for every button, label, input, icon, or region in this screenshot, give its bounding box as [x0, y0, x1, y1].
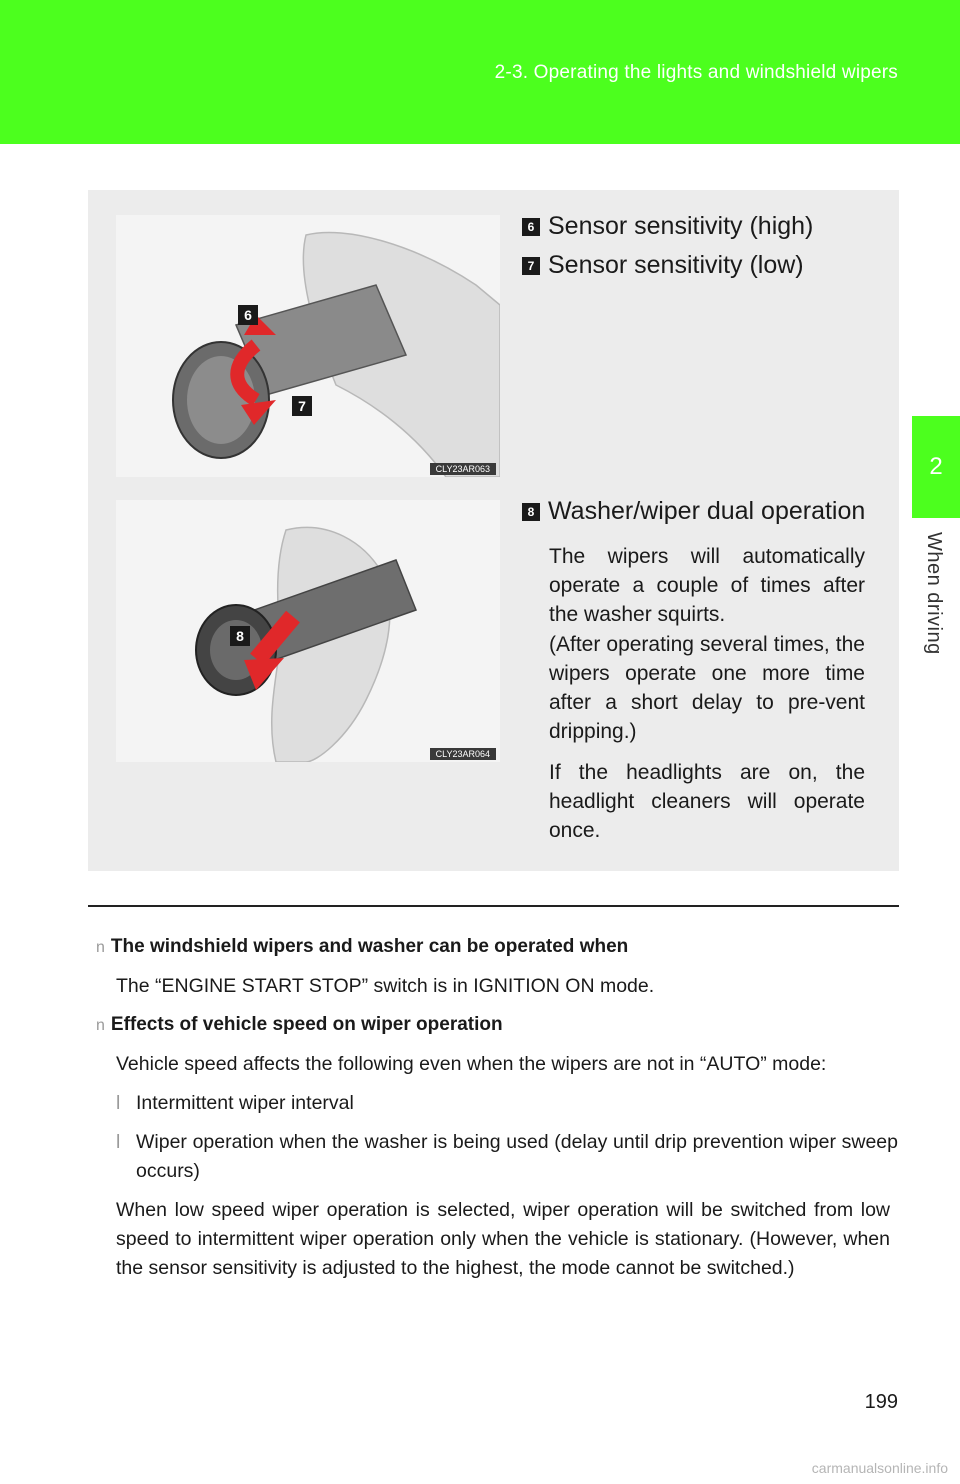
list-item	[116, 1089, 898, 1118]
item-sensor-high	[522, 212, 813, 241]
figure-caption: CLY23AR064	[430, 748, 496, 760]
topic-heading-operation	[96, 936, 628, 958]
section-title: 2-3. Operating the lights and windshield wipers	[494, 62, 898, 83]
marker-6: 6	[238, 305, 258, 325]
washer-desc-2: (After operating several times, the wipers operate one more time after a short delay to pre-vent dripping.)	[549, 633, 865, 743]
section-divider	[88, 905, 899, 907]
marker-8: 8	[230, 626, 250, 646]
washer-lever-illustration	[116, 500, 500, 762]
topic-body: The “ENGINE START STOP” switch is in IGNITION ON mode.	[116, 975, 655, 997]
item-marker: 8	[522, 503, 540, 521]
topic-bullet: n	[96, 1017, 105, 1034]
chapter-label: When driving	[923, 532, 945, 655]
watermark: carmanualsonline.info	[811, 1460, 948, 1476]
topic-bullet: n	[96, 939, 105, 956]
item-label: Sensor sensitivity (high)	[548, 212, 814, 240]
list-item	[116, 1128, 898, 1186]
marker-7: 7	[292, 396, 312, 416]
list-bullet: l	[116, 1092, 121, 1114]
list-bullet: l	[116, 1131, 121, 1153]
wiper-lever-illustration	[116, 215, 500, 477]
topic-heading-text: Effects of vehicle speed on wiper operation	[110, 1014, 503, 1035]
figure-caption: CLY23AR063	[430, 463, 496, 475]
item-marker: 6	[522, 218, 540, 236]
washer-desc-3: If the headlights are on, the headlight cleaners will operate once.	[549, 761, 865, 842]
figure-washer-operation	[116, 500, 500, 762]
topic-body: Vehicle speed affects the following even when the wipers are not in “AUTO” mode:	[116, 1053, 827, 1075]
list-item-text: Intermittent wiper interval	[136, 1092, 354, 1114]
topic-heading-speed	[96, 1014, 503, 1036]
topic-closing: When low speed wiper operation is selected, wiper operation will be switched from low speed to intermittent wiper operation only when the vehicle is stationary. (However, when the sensor sensitivity is adjusted to the highest, the mode cannot be switched.)	[116, 1199, 890, 1279]
page-number: 199	[864, 1391, 898, 1413]
item-marker: 7	[522, 257, 540, 275]
chapter-tab: 2	[912, 416, 960, 518]
item-label: Washer/wiper dual operation	[548, 497, 866, 525]
washer-desc-1: The wipers will automatically operate a couple of times after the washer squirts.	[549, 545, 865, 626]
item-sensor-low	[522, 251, 804, 280]
topic-heading-text: The windshield wipers and washer can be operated when	[110, 936, 629, 957]
figure-sensor-sensitivity	[116, 215, 500, 477]
item-washer-dual	[522, 497, 865, 526]
item-label: Sensor sensitivity (low)	[548, 251, 804, 279]
list-item-text: Wiper operation when the washer is being used (delay until drip prevention wiper sweep occurs)	[136, 1131, 898, 1182]
